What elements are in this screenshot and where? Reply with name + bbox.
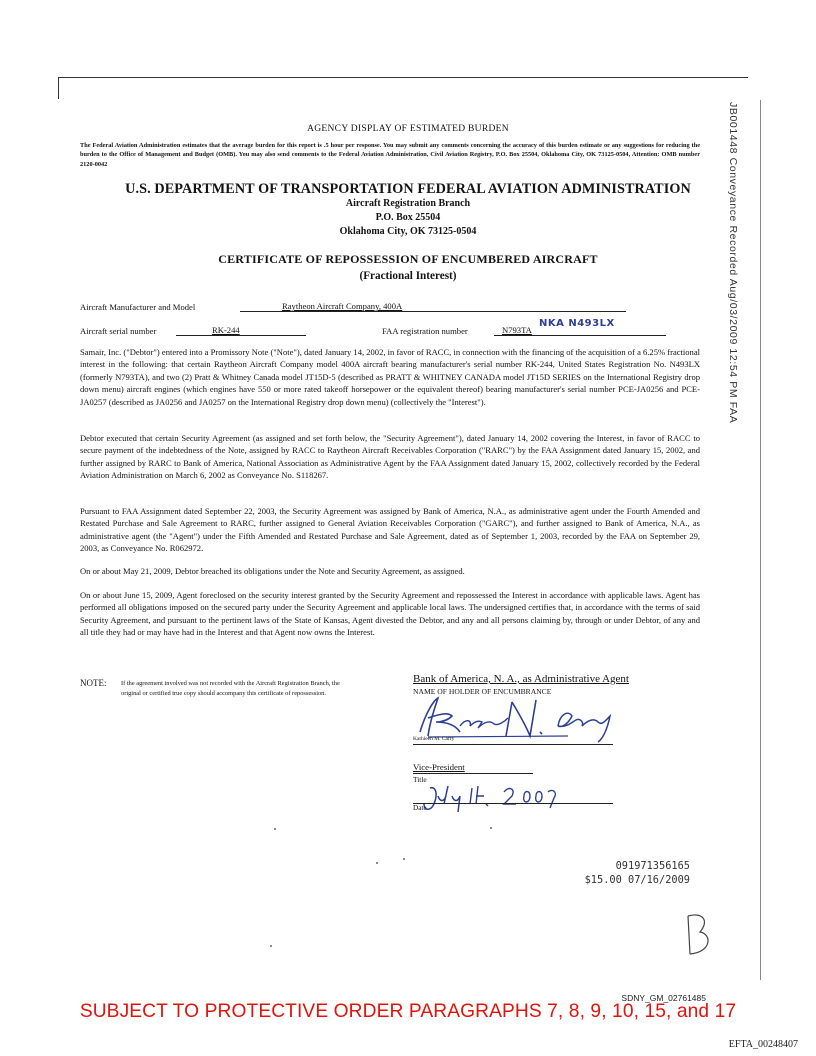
scan-speck <box>403 858 405 860</box>
manufacturer-underline <box>240 311 626 312</box>
paragraph-note: Samair, Inc. ("Debtor") entered into a Promissory Note ("Note"), dated January 14, 2002, in favor of RACC, in connection with the financing of the acquisition of a 6.25% fractional interest in the following: that certain Raytheon Aircraft Company model 400A aircraft bearing manufacturer's serial number RK-244, United States Registration No. N493LX (formerly N793TA), and two (2) Pratt & Whitney Canada model JT15D-5 (described as PRATT & WHITNEY CANADA model JT15D SERIES on the International Registry drop down menu) aircraft engines (which engines have 550 or more rated takeoff horsepower or the equivalent thereof) bearing manufacturer's serial number PCE-JA0256 and PCE-JA0257 (described as JA0256 and JA0257 on the International Registry drop down menu) (collectively the "Interest"). <box>80 347 700 407</box>
certificate-subtitle: (Fractional Interest) <box>359 270 457 282</box>
date-line <box>413 803 613 804</box>
title-label: Title <box>413 775 427 784</box>
paragraph-foreclosure: On or about June 15, 2009, Agent foreclosed on the security interest granted by the Security Agreement and repossessed the Interest in accordance with applicable laws. Agent has performed all obligations imposed on the secured party under the Security Agreement and applicable local laws. The undersigned certifies that, in accordance with the terms of said Security Agreement, and pursuant to the pertinent laws of the State of Kansas, Agent divested the Debtor, and any and all persons claiming by, through or under Debtor, of any and all title they had or may have had in the Interest and that Agent now owns the Interest. <box>80 590 700 638</box>
burden-text: The Federal Aviation Administration estimates that the average burden for this report is .5 hour per response. You may submit any comments concerning the accuracy of this burden estimate or any suggestions for reducing the burden to the Office of Management and Budget (OMB). You may also send comments to the Federal Aviation Administration, Civil Aviation Registry, P.O. Box 25504, Oklahoma City, OK 73125-0504, Attention: OMB number 2120-0042 <box>80 142 700 168</box>
serial-underline <box>176 335 306 336</box>
title-value: Vice-President <box>413 762 465 772</box>
holder-label: NAME OF HOLDER OF ENCUMBRANCE <box>413 687 552 696</box>
agency-box: P.O. Box 25504 <box>375 212 441 223</box>
handwritten-letter-mark <box>680 910 716 960</box>
page-frame-top <box>58 77 748 78</box>
recording-stamp: JB001448 Conveyance Recorded Aug/03/2009 12:54 PM FAA <box>727 102 739 424</box>
manufacturer-value: Raytheon Aircraft Company, 400A <box>282 301 403 311</box>
efta-number: EFTA_00248407 <box>728 1039 798 1050</box>
holder-name: Bank of America, N. A., as Administrative Agent <box>413 673 629 685</box>
manufacturer-label: Aircraft Manufacturer and Model <box>80 302 196 312</box>
handwritten-date <box>420 782 570 812</box>
certificate-title: CERTIFICATE OF REPOSSESSION OF ENCUMBERED AIRCRAFT <box>218 252 598 266</box>
scan-speck <box>270 945 272 947</box>
registration-label: FAA registration number <box>382 326 468 336</box>
date-label: Date <box>413 804 427 812</box>
protective-order-banner: SUBJECT TO PROTECTIVE ORDER PARAGRAPHS 7, 8, 9, 10, 15, and 17 <box>79 1001 737 1022</box>
bates-number: SDNY_GM_02761485 <box>621 993 706 1003</box>
page-frame-left <box>58 77 59 99</box>
scan-speck <box>490 827 492 829</box>
title-line <box>413 773 533 774</box>
note-label: NOTE: <box>80 678 107 688</box>
paragraph-assignment: Pursuant to FAA Assignment dated September 22, 2003, the Security Agreement was assigned by Bank of America, N.A., as administrative agent under the Fourth Amended and Restated Purchase and Sale Agreement to RARC, further assigned to General Aviation Receivables Corporation ("GARC"), and further assigned to Bank of America, N.A., as administrative agent (the "Agent") under the Fifth Amended and Restated Purchase and Sale Agreement, dated as of September 1, 2003, recorded by the FAA on September 29, 2003, as Conveyance No. R062972. <box>80 506 700 554</box>
registration-underline <box>494 335 666 336</box>
registration-handwritten: NKA N493LX <box>539 318 615 329</box>
serial-label: Aircraft serial number <box>80 326 157 336</box>
agency-title: U.S. DEPARTMENT OF TRANSPORTATION FEDERAL AVIATION ADMINISTRATION <box>125 181 691 197</box>
scan-speck <box>376 862 378 864</box>
file-number: 091971356165 <box>615 860 690 872</box>
scan-speck <box>274 828 276 830</box>
signature-line <box>413 744 613 745</box>
agency-city: Oklahoma City, OK 73125-0504 <box>339 226 477 237</box>
signer-name: Kathleen M. Carry <box>413 736 455 742</box>
serial-value: RK-244 <box>212 325 240 335</box>
burden-title: AGENCY DISPLAY OF ESTIMATED BURDEN <box>307 124 509 134</box>
agency-branch: Aircraft Registration Branch <box>345 198 471 209</box>
paragraph-breach: On or about May 21, 2009, Debtor breached its obligations under the Note and Security Agreement, as assigned. <box>80 566 465 576</box>
note-text: If the agreement involved was not recorded with the Aircraft Registration Branch, the original or certified true copy should accompany this certificate of repossession. <box>121 680 340 697</box>
recording-fee: $15.00 07/16/2009 <box>584 874 690 886</box>
registration-value: N793TA <box>502 325 532 335</box>
paragraph-security-agreement: Debtor executed that certain Security Agreement (as assigned and set forth below, the "Security Agreement"), dated January 14, 2002 covering the Interest, in favor of RACC to secure payment of the indebtedness of the Note, assigned by RACC to Raytheon Aircraft Receivables Corporation ("RARC") by the FAA Assignment dated January 15, 2002, and further assigned by RARC to Bank of America, National Association as Administrative Agent by the FAA Assignment dated January 15, 2002, collectively recorded by the Federal Aviation Administration on March 6, 2002 as Conveyance No. S118267. <box>80 433 700 481</box>
